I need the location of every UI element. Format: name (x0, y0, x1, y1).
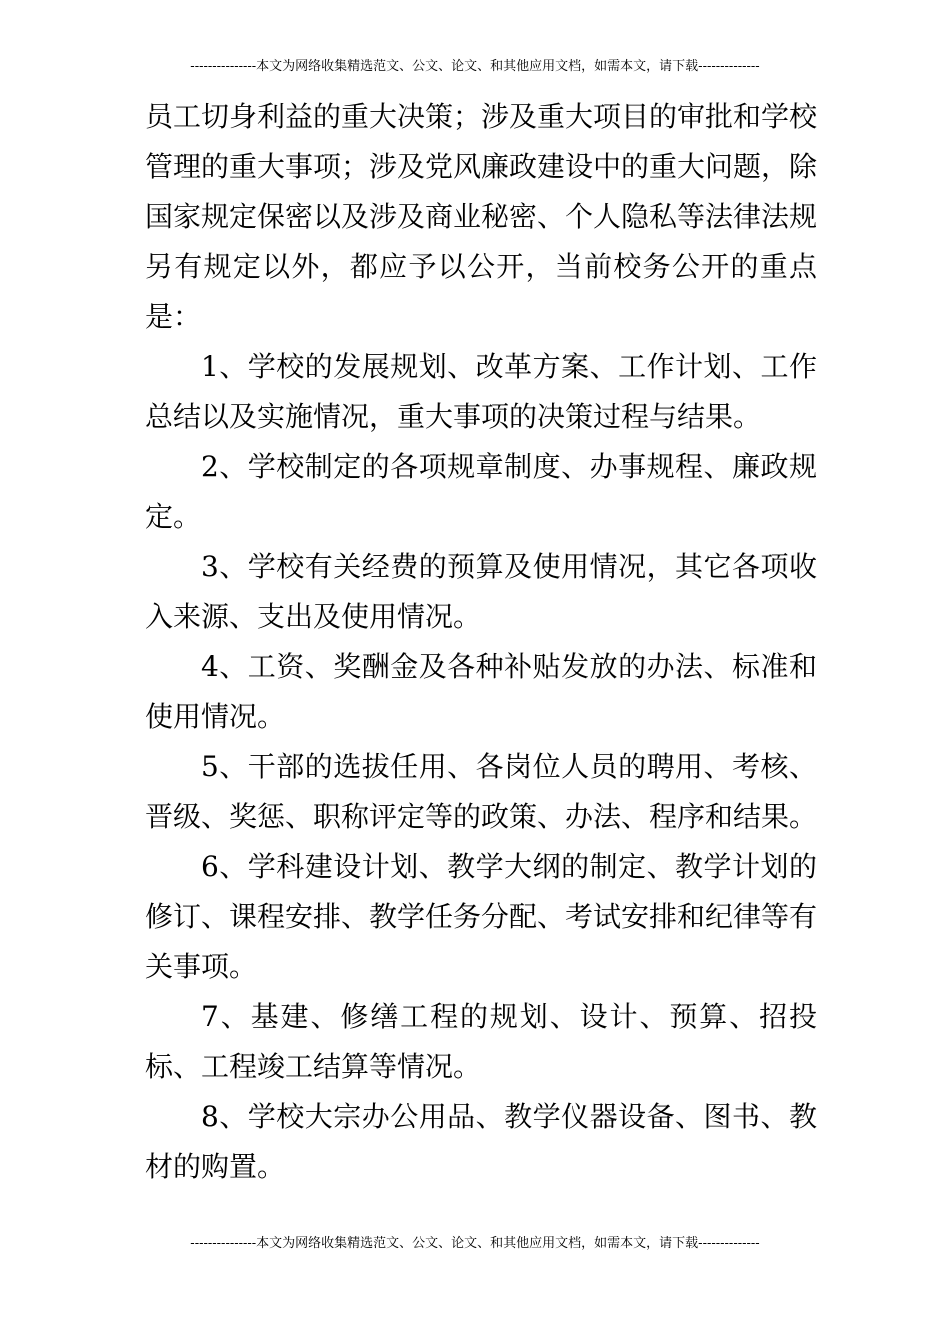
document-body (145, 92, 817, 1192)
list-item-2: 2、学校制定的各项规章制度、办事规程、廉政规定。 (145, 450, 817, 533)
footer-banner: ---------------本文为网络收集精选范文、公文、论文、和其他应用文档，如需本文，请下载-------------- (190, 1236, 760, 1251)
list-item-5: 5、干部的选拔任用、各岗位人员的聘用、考核、晋级、奖惩、职称评定等的政策、办法、程序和结果。 (145, 750, 818, 833)
list-item-8: 8、学校大宗办公用品、教学仪器设备、图书、教材的购置。 (145, 1100, 817, 1183)
list-item-3: 3、学校有关经费的预算及使用情况，其它各项收入来源、支出及使用情况。 (145, 550, 817, 633)
list-item-7: 7、基建、修缮工程的规划、设计、预算、招投标、工程竣工结算等情况。 (145, 1000, 817, 1083)
header-banner: ---------------本文为网络收集精选范文、公文、论文、和其他应用文档，如需本文，请下载-------------- (190, 59, 760, 74)
list-item-6: 6、学科建设计划、教学大纲的制定、教学计划的修订、课程安排、教学任务分配、考试安排和纪律等有关事项。 (145, 850, 818, 983)
list-item-4: 4、工资、奖酬金及各种补贴发放的办法、标准和使用情况。 (145, 650, 817, 733)
intro-paragraph: 员工切身利益的重大决策；涉及重大项目的审批和学校管理的重大事项；涉及党风廉政建设中的重大问题，除国家规定保密以及涉及商业秘密、个人隐私等法律法规另有规定以外，都应予以公开，当前校务公开的重点是： (145, 100, 818, 333)
list-item-1: 1、学校的发展规划、改革方案、工作计划、工作总结以及实施情况，重大事项的决策过程与结果。 (145, 350, 817, 433)
